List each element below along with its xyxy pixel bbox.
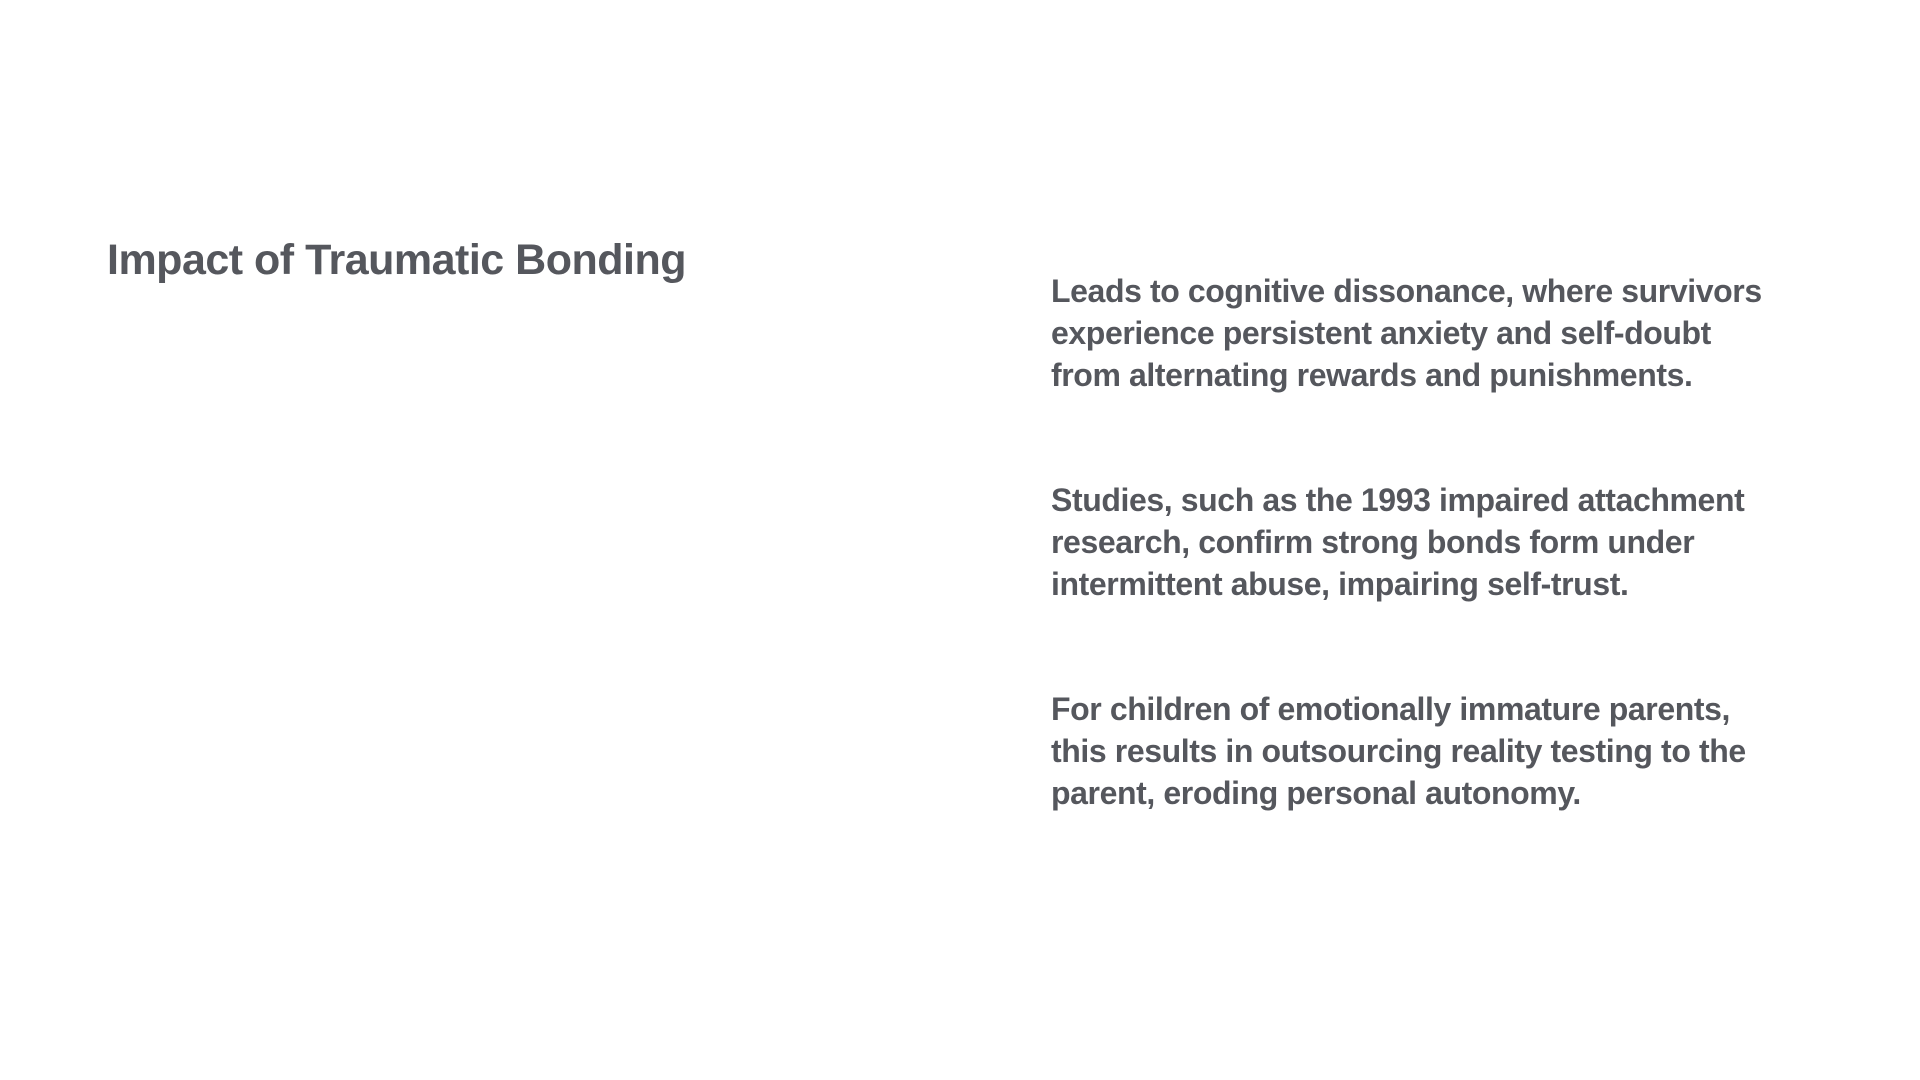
point-line: intermittent abuse, impairing self-trust. <box>1051 566 1629 602</box>
point-studies <box>1051 479 1811 605</box>
point-line: parent, eroding personal autonomy. <box>1051 775 1581 811</box>
point-line: Leads to cognitive dissonance, where survivors <box>1051 273 1762 309</box>
slide-title: Impact of Traumatic Bonding <box>107 236 686 284</box>
point-line: For children of emotionally immature parents, <box>1051 691 1731 727</box>
point-cognitive-dissonance <box>1051 270 1811 396</box>
point-line: from alternating rewards and punishments. <box>1051 357 1693 393</box>
point-children <box>1051 688 1811 814</box>
point-line: this results in outsourcing reality testing to the <box>1051 733 1746 769</box>
point-line: Studies, such as the 1993 impaired attachment <box>1051 482 1745 518</box>
bullet-list <box>1051 270 1811 897</box>
point-line: research, confirm strong bonds form under <box>1051 524 1695 560</box>
point-line: experience persistent anxiety and self-doubt <box>1051 315 1711 351</box>
